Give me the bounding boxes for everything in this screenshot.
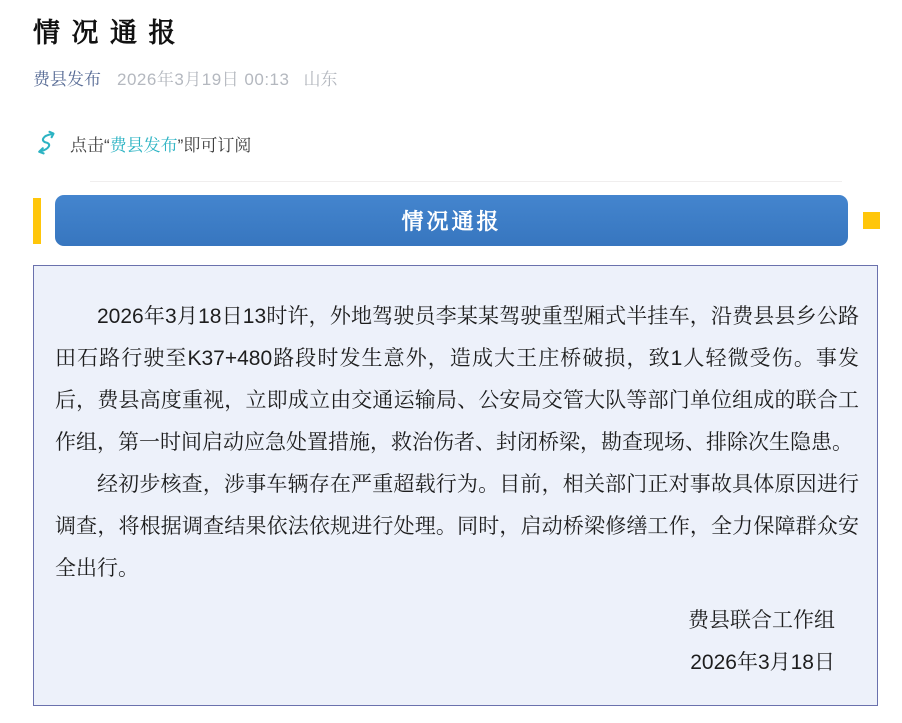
subscribe-row	[33, 130, 878, 156]
banner-row	[33, 195, 880, 246]
section-banner	[55, 195, 848, 246]
page-title: 情 况 通 报	[33, 18, 178, 48]
subscribe-suffix: ”即可订阅	[177, 135, 252, 155]
notice-box	[33, 265, 878, 706]
signature-date: 2026年3月18日	[690, 651, 835, 674]
s-swoosh-arrow-icon	[33, 130, 57, 156]
subscribe-text	[70, 131, 251, 156]
signature-block	[55, 600, 859, 684]
article-header	[0, 0, 902, 90]
publish-location: 山东	[303, 70, 338, 89]
divider-line	[90, 181, 842, 182]
publish-time: 2026年3月19日 00:13	[117, 70, 290, 89]
subscribe-prefix: 点击“	[70, 135, 110, 155]
banner-left-accent-bar	[33, 198, 41, 244]
subscribe-account-link[interactable]: 费县发布	[109, 135, 178, 155]
account-name-link[interactable]: 费县发布	[33, 70, 101, 89]
banner-label: 情况通报	[401, 209, 502, 234]
banner-right-accent-square	[863, 212, 880, 229]
byline	[33, 65, 878, 90]
notice-paragraph-2: 经初步核查，涉事车辆存在严重超载行为。目前，相关部门正对事故具体原因进行调查，将根据调查结果依法依规进行处理。同时，启动桥梁修缮工作，全力保障群众安全出行。	[55, 473, 859, 580]
notice-paragraph-1: 2026年3月18日13时许，外地驾驶员李某某驾驶重型厢式半挂车，沿费县县乡公路田石路行驶至K37+480路段时发生意外，造成大王庄桥破损，致1人轻微受伤。事发后，费县高度重视，立即成立由交通运输局、公安局交管大队等部门单位组成的联合工作组，第一时间启动应急处置措施，救治伤者、封闭桥梁，勘查现场、排除次生隐患。	[55, 305, 859, 454]
signature-org: 费县联合工作组	[688, 609, 835, 632]
